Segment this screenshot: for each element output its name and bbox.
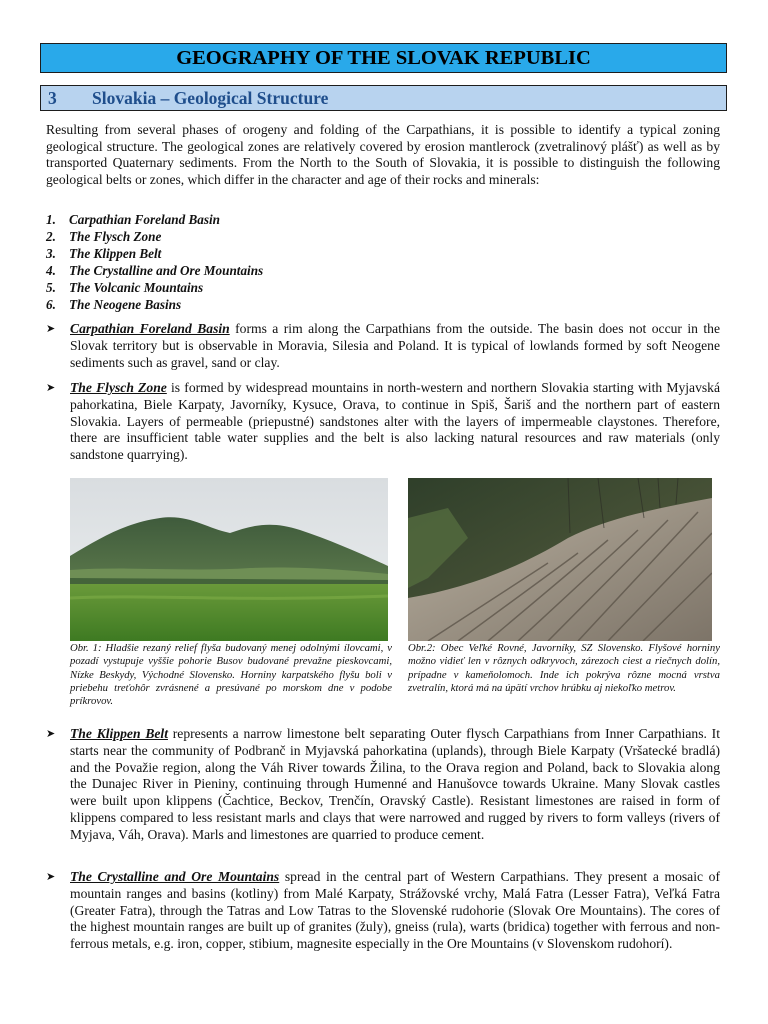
bullet-text: forms a rim along the Carpathians from the outside. The basin does not occur in the Slovak territory but is observable in Moravia, Silesia and Poland. It is typical of lowlands formed by soft Neogene sediments such as gravel, sand or clay. xyxy=(70,321,720,370)
bullet-term: The Flysch Zone xyxy=(70,380,167,395)
bullet-text: represents a narrow limestone belt separating Outer flysch Carpathians from Inner Carpathians. It starts near the community of Podbranč in Myjavská pahorkatina (uplands), through Biele Karpaty (Vršatecké bradlá) and the Považie region, along the Váh River towards Žilina, to the Orava region and Poland, back to Slovakia along the Dunajec River in Pieniny, continuing through Humenné and Hanušovce towards Ukraine. Many Slovak castles were built upon klippens (Čachtice, Beckov, Trenčín, Oravský Castle). Resistant limestones are raised in form of klippens compared to less resistant marls and clays that were narrowed and rugged by rivers to form valleys (rivers of Myjava, Váh, Orava). Marls and limestones are quarried to produce cement. xyxy=(70,726,720,842)
arrow-bullet-icon: ➤ xyxy=(46,728,56,740)
bullet-foreland-basin xyxy=(46,321,720,371)
bullet-klippen-belt xyxy=(46,726,720,844)
list-item: 4. The Crystalline and Ore Mountains xyxy=(46,262,264,278)
zone-list xyxy=(46,212,263,313)
flysch-hills-photo xyxy=(70,478,388,641)
list-item: 2. The Flysch Zone xyxy=(46,228,162,244)
list-item: 3. The Klippen Belt xyxy=(46,245,162,261)
section-number: 3 xyxy=(48,88,57,108)
bullet-text: is formed by widespread mountains in north-western and northern Slovakia starting with Myjavská pahorkatina, Biele Karpaty, Javorníky, Kysuce, Orava, to continue in Spiš, Šariš and the northern part of eastern Slovakia. Layers of permeable (priepustné) sandstones alter with the layers of impermeable claystones. Therefore, there are insufficient table water supplies and the belt is also lacking natural resources and raw materials (only sandstone quarrying). xyxy=(70,380,720,463)
intro-paragraph: Resulting from several phases of orogeny and folding of the Carpathians, it is possible to identify a typical zoning geological structure. The geological zones are relatively covered by erosion mantlerock (zvetralinový plášť) as well as by transported Quaternary sediments. From the North to the South of Slovakia, it is possible to distinguish the following geological belts or zones, which differ in the character and age of their rocks and minerals: xyxy=(46,122,720,187)
section-title: Slovakia – Geological Structure xyxy=(92,88,329,108)
arrow-bullet-icon: ➤ xyxy=(46,871,56,883)
bullet-flysch-zone xyxy=(46,380,720,464)
arrow-bullet-icon: ➤ xyxy=(46,382,56,394)
list-item: 1. Carpathian Foreland Basin xyxy=(46,212,220,227)
bullet-term: Carpathian Foreland Basin xyxy=(70,321,230,336)
arrow-bullet-icon: ➤ xyxy=(46,323,56,335)
flysch-outcrop-photo xyxy=(408,478,712,641)
page-title: GEOGRAPHY OF THE SLOVAK REPUBLIC xyxy=(40,43,727,73)
bullet-crystalline-ore xyxy=(46,869,720,953)
figure-caption-1: Obr. 1: Hladšie rezaný relief flyša budovaný menej odolnými ílovcami, v pozadí vystupuje vyššie pohorie Busov budované prevažne pieskovcami, Nízke Beskydy, Východné Slovensko. Horniny karpatského flyšu boli v priebehu treťohôr zvrásnené a presúvané po morskom dne v podobe príkrovov. xyxy=(70,642,392,708)
section-heading xyxy=(40,85,727,111)
bullet-term: The Klippen Belt xyxy=(70,726,168,741)
bullet-term: The Crystalline and Ore Mountains xyxy=(70,869,280,884)
figure-caption-2: Obr.2: Obec Veľké Rovné, Javorníky, SZ Slovensko. Flyšové horniny možno vidieť len v rôznych odkryvoch, zárezoch ciest a riečnych dolín, prípadne v kameňolomoch. Inde ich pokrýva rôzne mocná vrstva zvetralín, ktorá má na úpätí vrchov hrúbku aj niekoľko metrov. xyxy=(408,642,720,694)
bullet-text: spread in the central part of Western Carpathians. They present a mosaic of mountain ranges and basins (kotliny) from Malé Karpaty, Strážovské vrchy, Malá Fatra (Lesser Fatra), Veľká Fatra (Greater Fatra), through the Tatras and Low Tatras to the Slovenské rudohorie (Slovak Ore Mountains). The cores of the highest mountain ranges are built up of granites (žuly), gneiss (rula), warts (bridica) together with ferrous and non-ferrous metals, e.g. iron, copper, stibium, magnesite especially in the Ore Mountains (v Slovenskom rudohorí). xyxy=(70,869,721,952)
list-item: 6. The Neogene Basins xyxy=(46,296,182,312)
list-item: 5. The Volcanic Mountains xyxy=(46,279,204,295)
